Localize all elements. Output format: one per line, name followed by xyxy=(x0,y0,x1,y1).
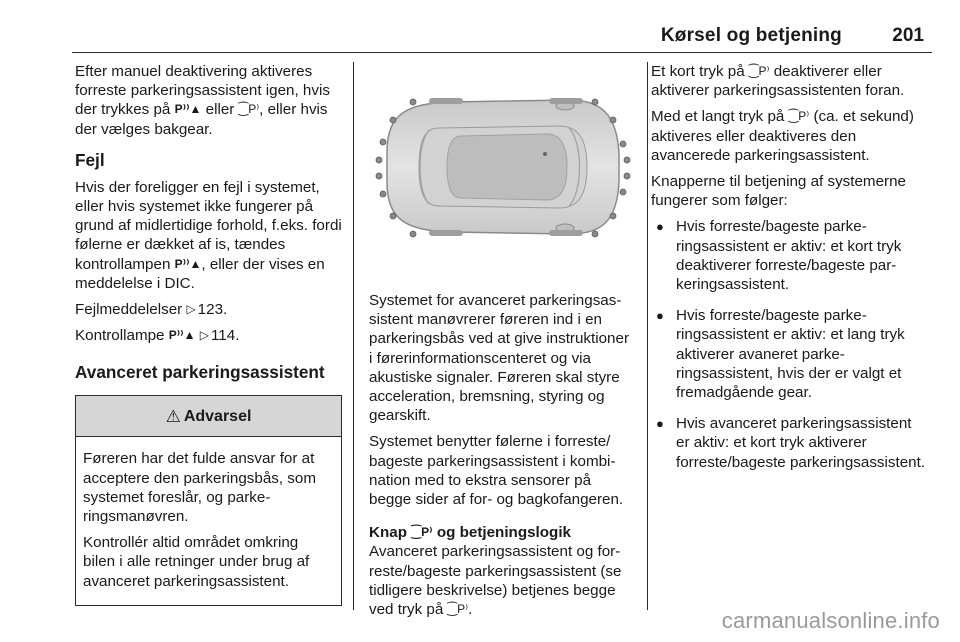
parking-button-icon: ⁐P⁾ xyxy=(788,109,810,124)
warning-icon: ⚠ xyxy=(165,406,181,426)
paragraph: Efter manuel deaktivering aktiveres forreste parkeringsassistent igen, hvis der trykkes på P⁾⁾▲ eller ⁐P⁾, eller hvis der vælges bakgear. xyxy=(75,63,330,138)
header-rule xyxy=(72,52,932,53)
section-heading-advanced: Avanceret parkeringsassistent xyxy=(75,362,325,383)
warning-header xyxy=(76,396,341,437)
car-top-view-diagram xyxy=(369,62,633,277)
warning-body xyxy=(76,437,341,604)
list-item: ● Hvis forreste/bageste parkeringsassistent er aktiv: et kort tryk deaktiverer forreste/bageste parkeringsassistent. xyxy=(656,218,902,294)
warning-text: Føreren har det fulde ansvar for at acceptere den parkeringsbås, som systemet foreslår, og parkeringsmanøvren. xyxy=(83,450,317,526)
bullet-icon: ● xyxy=(656,308,664,324)
column-divider-2 xyxy=(647,62,648,610)
column-right xyxy=(651,62,927,484)
parking-sensor-icon: P⁾⁾▲ xyxy=(174,102,202,117)
section-heading-fejl: Fejl xyxy=(75,149,105,170)
parking-sensor-icon: P⁾⁾▲ xyxy=(174,256,202,271)
page-header xyxy=(0,0,960,52)
paragraph: Fejlmeddelelser ▷ 123. xyxy=(75,301,228,319)
warning-box xyxy=(75,395,342,605)
paragraph: Kontrollampe P⁾⁾▲ ▷ 114. xyxy=(75,327,240,345)
section-heading-button: Knap ⁐P⁾ og betjeningslogik xyxy=(369,524,571,542)
warning-text: Kontrollér altid området omkring bilen i alle retninger under brug af avanceret parkeringsassistent. xyxy=(83,534,310,590)
chapter-title: Kørsel og betjening xyxy=(660,25,842,46)
paragraph: Systemet benytter følerne i forreste/ bageste parkeringsassistent i kombination med to ekstra sensorer på begge sider af for- og bagkofangeren. xyxy=(369,433,624,509)
column-divider-1 xyxy=(353,62,354,610)
paragraph: Hvis der foreligger en fejl i systemet, eller hvis systemet ikke fungerer på grund af midlertidige forhold, f.eks. fordi følerne er dækket af is, tændes kontrollampen P⁾⁾▲, eller der vises en meddelelse i DIC. xyxy=(75,178,342,292)
column-left xyxy=(75,62,345,606)
page-reference-icon: ▷ xyxy=(186,302,196,317)
list-item: ● Hvis forreste/bageste parkeringsassistent er aktiv: et lang tryk aktiverer avaneret parkeringsassistent, hvis der er valgt et fremadgående gear. xyxy=(656,307,905,402)
bullet-icon: ● xyxy=(656,219,664,235)
car-sensor-illustration xyxy=(369,62,633,277)
parking-button-icon: ⁐P⁾ xyxy=(748,64,770,78)
list-item: ● Hvis avanceret parkeringsassistent er aktiv: et kort tryk aktiverer forreste/bageste parkeringsassistent. xyxy=(656,415,926,471)
column-middle xyxy=(369,62,633,626)
parking-button-icon: ⁐P⁾ xyxy=(238,102,260,117)
parking-button-icon: ⁐P⁾ xyxy=(411,525,433,540)
bullet-list xyxy=(651,217,927,471)
paragraph: Et kort tryk på ⁐P⁾ deaktiverer eller aktiverer parkeringsassistenten foran. xyxy=(651,63,905,100)
parking-button-icon: ⁐P⁾ xyxy=(447,602,469,617)
watermark: carmanualsonline.info xyxy=(721,608,940,633)
paragraph: Systemet for avanceret parkeringsassistent manøvrerer føreren ind i en parkeringsbås ved at give instruktioner i førerinformationscenteret og via akustiske signaler. Føreren skal styre acceleration, bremsning, styring og gearskift. xyxy=(369,292,630,425)
warning-title: Advarsel xyxy=(183,407,252,425)
paragraph: Med et langt tryk på ⁐P⁾ (ca. et sekund) aktiveres eller deaktiveres den avancerede parkeringsassistent. xyxy=(651,108,914,164)
paragraph: Avanceret parkeringsassistent og forreste/bageste parkeringsassistent (se tidligere beskrivelse) betjenes begge ved tryk på ⁐P⁾. xyxy=(369,543,622,619)
paragraph: Knapperne til betjening af systemerne fungerer som følger: xyxy=(651,173,906,210)
page-reference-icon: ▷ xyxy=(199,328,209,343)
page-number: 201 xyxy=(892,25,924,46)
parking-sensor-icon: P⁾⁾▲ xyxy=(168,328,196,343)
bullet-icon: ● xyxy=(656,416,664,432)
